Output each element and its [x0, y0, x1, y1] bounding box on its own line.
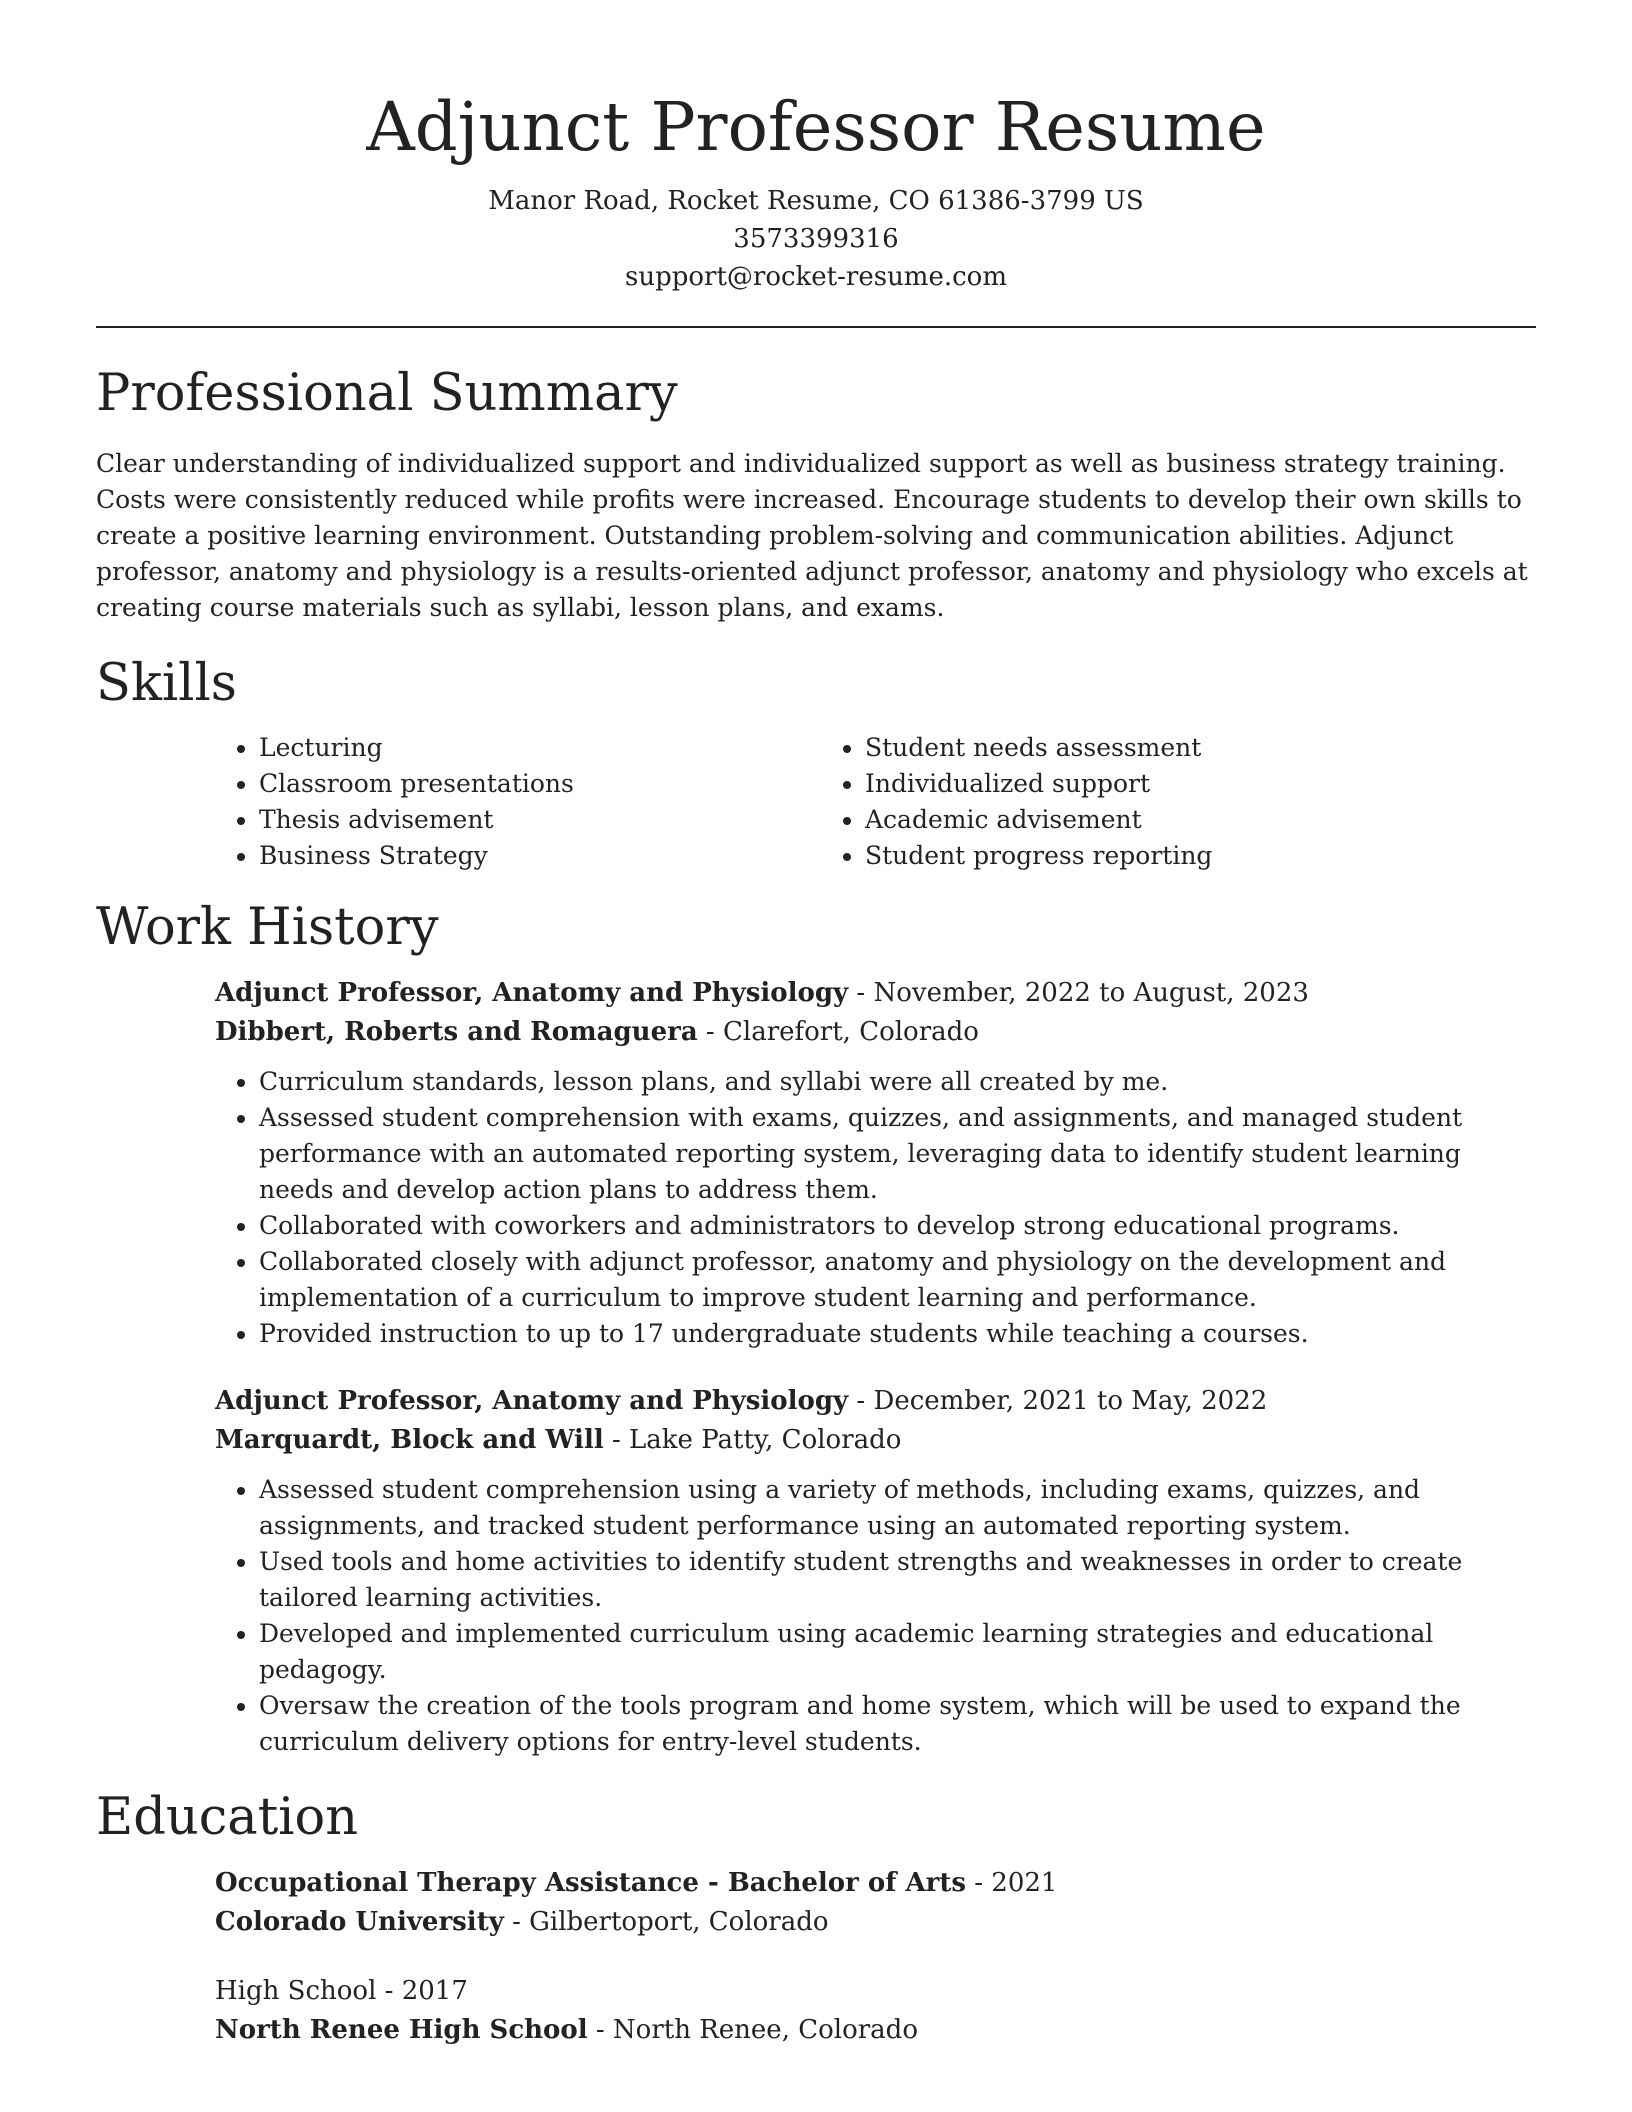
job-company: Dibbert, Roberts and Romaguera	[215, 1017, 698, 1047]
skill-item: • Thesis advisement	[259, 802, 821, 838]
education-year: - 2021	[965, 1868, 1058, 1898]
education-degree-line	[215, 1864, 1536, 1903]
job-bullet: • Developed and implemented curriculum using academic learning strategies and educational pedagogy.	[259, 1616, 1536, 1688]
header-divider	[96, 326, 1536, 328]
resume-title: Adjunct Professor Resume	[366, 88, 1266, 166]
education-location: - North Renee, Colorado	[587, 2015, 918, 2045]
education-school: Colorado University	[215, 1907, 504, 1937]
job-title-line	[215, 1382, 1536, 1421]
skill-item: • Individualized support	[865, 766, 1427, 802]
education-school: North Renee High School	[215, 2015, 588, 2045]
job-company-line	[215, 1421, 1536, 1460]
job-location: - Clarefort, Colorado	[697, 1017, 979, 1047]
job-bullet: • Assessed student comprehension using a variety of methods, including exams, quizzes, and assignments, and tracked student performance using an automated reporting system.	[259, 1472, 1536, 1544]
contact-address: Manor Road, Rocket Resume, CO 61386-3799 US	[488, 186, 1144, 216]
job-company-line	[215, 1013, 1536, 1052]
contact-email: support@rocket-resume.com	[624, 262, 1007, 292]
job-bullets	[215, 1064, 1536, 1352]
job-location: - Lake Patty, Colorado	[603, 1425, 902, 1455]
job-bullet: • Provided instruction to up to 17 undergraduate students while teaching a courses.	[259, 1316, 1536, 1352]
skill-item: • Classroom presentations	[259, 766, 821, 802]
job-role: Adjunct Professor, Anatomy and Physiology	[215, 1386, 849, 1416]
education-degree-line	[215, 1972, 1536, 2011]
skill-item: • Student progress reporting	[865, 838, 1427, 874]
education-location: - Gilbertoport, Colorado	[503, 1907, 829, 1937]
education-heading: Education	[96, 1788, 359, 1847]
skills-column-right	[821, 730, 1427, 874]
job-entry	[215, 1382, 1536, 1760]
job-dates: - December, 2021 to May, 2022	[848, 1386, 1268, 1416]
skill-item: • Academic advisement	[865, 802, 1427, 838]
summary-heading: Professional Summary	[96, 364, 678, 423]
work-history-heading: Work History	[96, 898, 439, 957]
job-bullet: • Oversaw the creation of the tools program and home system, which will be used to expand the curriculum delivery options for entry-level students.	[259, 1688, 1536, 1760]
job-bullets	[215, 1472, 1536, 1760]
job-dates: - November, 2022 to August, 2023	[848, 978, 1309, 1008]
job-bullet: • Collaborated with coworkers and administrators to develop strong educational programs.	[259, 1208, 1536, 1244]
job-bullet: • Used tools and home activities to identify student strengths and weaknesses in order to create tailored learning activities.	[259, 1544, 1536, 1616]
education-entry	[215, 1864, 1536, 1942]
education-year: - 2017	[376, 1976, 468, 2006]
education-school-line	[215, 2011, 1536, 2050]
skills-column-left	[215, 730, 821, 874]
skill-item: • Business Strategy	[259, 838, 821, 874]
job-title-line	[215, 974, 1536, 1013]
job-bullet: • Curriculum standards, lesson plans, and syllabi were all created by me.	[259, 1064, 1536, 1100]
education-degree: High School	[215, 1976, 377, 2006]
education-school-line	[215, 1903, 1536, 1942]
job-bullet: • Assessed student comprehension with exams, quizzes, and assignments, and managed student performance with an automated reporting system, leveraging data to identify student learning needs and develop action plans to address them.	[259, 1100, 1536, 1208]
job-entry	[215, 974, 1536, 1352]
summary-text: Clear understanding of individualized support and individualized support as well as business strategy training. Costs were consistently reduced while profits were increased. Encourage students to develop their own skills to create a positive learning environment. Outstanding problem-solving and communication abilities. Adjunct professor, anatomy and physiology is a results-oriented adjunct professor, anatomy and physiology who excels at creating course materials such as syllabi, lesson plans, and exams.	[96, 449, 1528, 622]
education-degree: Occupational Therapy Assistance - Bachelor of Arts	[215, 1868, 966, 1898]
resume-header	[96, 82, 1536, 296]
job-company: Marquardt, Block and Will	[215, 1425, 604, 1455]
contact-block	[96, 182, 1536, 296]
skills-list	[215, 730, 1536, 874]
job-role: Adjunct Professor, Anatomy and Physiology	[215, 978, 849, 1008]
job-bullet: • Collaborated closely with adjunct professor, anatomy and physiology on the development and implementation of a curriculum to improve student learning and performance.	[259, 1244, 1536, 1316]
skill-item: • Lecturing	[259, 730, 821, 766]
contact-phone: 3573399316	[733, 224, 899, 254]
education-entry	[215, 1972, 1536, 2050]
skills-heading: Skills	[96, 654, 237, 713]
skill-item: • Student needs assessment	[865, 730, 1427, 766]
